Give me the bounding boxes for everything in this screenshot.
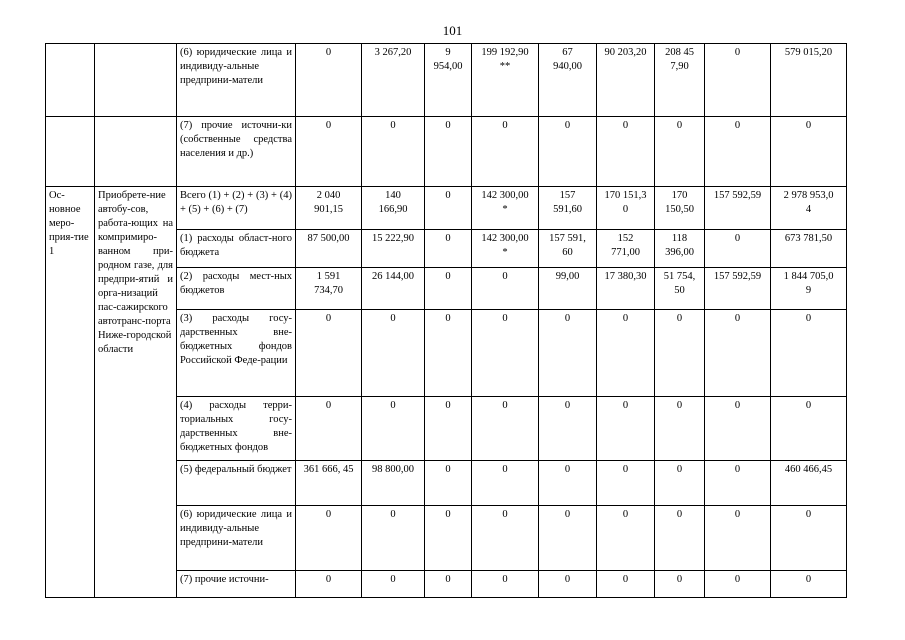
value-cell: 0	[539, 310, 597, 397]
value-cell: 0	[362, 117, 425, 187]
value-cell: 673 781,50	[771, 230, 847, 268]
value-cell: 0	[539, 571, 597, 598]
value-cell: 0	[655, 310, 705, 397]
value-cell: 0	[296, 310, 362, 397]
value-cell: 0	[597, 461, 655, 506]
value-cell: 0	[472, 268, 539, 310]
description-cell	[95, 117, 177, 187]
value-cell: 2 978 953,0 4	[771, 187, 847, 230]
value-cell: 0	[771, 117, 847, 187]
value-cell: 0	[425, 187, 472, 230]
value-cell: 140 166,90	[362, 187, 425, 230]
value-cell: 0	[425, 310, 472, 397]
value-cell: 0	[425, 506, 472, 571]
value-cell: 0	[425, 117, 472, 187]
value-cell: 51 754, 50	[655, 268, 705, 310]
value-cell: 157 592,59	[705, 268, 771, 310]
value-cell: 0	[705, 506, 771, 571]
source-cell: (3) расходы госу-дарственных вне-бюджетных фондов Российской Феде-рации	[177, 310, 296, 397]
value-cell: 0	[655, 571, 705, 598]
value-cell: 0	[296, 397, 362, 461]
value-cell: 0	[655, 461, 705, 506]
value-cell: 0	[296, 571, 362, 598]
value-cell: 0	[705, 230, 771, 268]
value-cell: 2 040 901,15	[296, 187, 362, 230]
description-cell	[95, 44, 177, 117]
budget-table	[45, 43, 847, 598]
source-cell: (2) расходы мест-ных бюджетов	[177, 268, 296, 310]
table-row	[46, 187, 847, 230]
value-cell: 17 380,30	[597, 268, 655, 310]
value-cell: 0	[705, 310, 771, 397]
value-cell: 118 396,00	[655, 230, 705, 268]
value-cell: 67 940,00	[539, 44, 597, 117]
value-cell: 0	[539, 397, 597, 461]
value-cell: 0	[705, 397, 771, 461]
value-cell: 0	[425, 268, 472, 310]
source-cell: Всего (1) + (2) + (3) + (4) + (5) + (6) + (7)	[177, 187, 296, 230]
value-cell: 0	[597, 397, 655, 461]
value-cell: 0	[425, 397, 472, 461]
value-cell: 0	[597, 117, 655, 187]
event-cell: Ос-новное меро-прия-тие 1	[46, 187, 95, 598]
value-cell: 0	[472, 117, 539, 187]
value-cell: 0	[539, 461, 597, 506]
value-cell: 0	[597, 571, 655, 598]
table-row	[46, 44, 847, 117]
value-cell: 0	[425, 571, 472, 598]
value-cell: 0	[771, 310, 847, 397]
value-cell: 0	[705, 571, 771, 598]
value-cell: 579 015,20	[771, 44, 847, 117]
value-cell: 1 844 705,0 9	[771, 268, 847, 310]
value-cell: 199 192,90 **	[472, 44, 539, 117]
value-cell: 0	[705, 44, 771, 117]
value-cell: 157 591,60	[539, 187, 597, 230]
source-cell: (7) прочие источни-	[177, 571, 296, 598]
value-cell: 157 592,59	[705, 187, 771, 230]
value-cell: 26 144,00	[362, 268, 425, 310]
value-cell: 0	[705, 117, 771, 187]
value-cell: 0	[296, 44, 362, 117]
value-cell: 208 45 7,90	[655, 44, 705, 117]
value-cell: 0	[362, 571, 425, 598]
source-cell: (6) юридические лица и индивиду-альные предприни-матели	[177, 506, 296, 571]
value-cell: 0	[597, 506, 655, 571]
source-cell: (4) расходы терри-ториальных госу-дарственных вне-бюджетных фондов	[177, 397, 296, 461]
value-cell: 0	[771, 397, 847, 461]
value-cell: 170 151,3 0	[597, 187, 655, 230]
page-number: 101	[442, 23, 463, 38]
value-cell: 0	[362, 397, 425, 461]
value-cell: 0	[655, 117, 705, 187]
value-cell: 0	[705, 461, 771, 506]
event-cell	[46, 117, 95, 187]
source-cell: (6) юридические лица и индивиду-альные предприни-матели	[177, 44, 296, 117]
value-cell: 460 466,45	[771, 461, 847, 506]
source-cell: (1) расходы област-ного бюджета	[177, 230, 296, 268]
value-cell: 0	[655, 397, 705, 461]
value-cell: 0	[539, 117, 597, 187]
value-cell: 0	[362, 310, 425, 397]
value-cell: 152 771,00	[597, 230, 655, 268]
value-cell: 0	[472, 571, 539, 598]
value-cell: 3 267,20	[362, 44, 425, 117]
table-row	[46, 117, 847, 187]
value-cell: 142 300,00 *	[472, 187, 539, 230]
source-cell: (5) федеральный бюджет	[177, 461, 296, 506]
value-cell: 361 666, 45	[296, 461, 362, 506]
value-cell: 0	[296, 117, 362, 187]
value-cell: 0	[296, 506, 362, 571]
value-cell: 0	[362, 506, 425, 571]
value-cell: 15 222,90	[362, 230, 425, 268]
value-cell: 90 203,20	[597, 44, 655, 117]
value-cell: 0	[771, 571, 847, 598]
value-cell: 0	[472, 397, 539, 461]
value-cell: 1 591 734,70	[296, 268, 362, 310]
description-cell: Приобрете-ние автобу-сов, работа-ющих на компримиро-ванном при-родном газе, для предпри-ятий и орга-низаций пас-сажирского автотранс-порта Ниже-городской области	[95, 187, 177, 598]
value-cell: 0	[425, 230, 472, 268]
event-cell	[46, 44, 95, 117]
value-cell: 157 591, 60	[539, 230, 597, 268]
value-cell: 170 150,50	[655, 187, 705, 230]
value-cell: 0	[539, 506, 597, 571]
value-cell: 0	[597, 310, 655, 397]
value-cell: 98 800,00	[362, 461, 425, 506]
value-cell: 142 300,00 *	[472, 230, 539, 268]
value-cell: 0	[425, 461, 472, 506]
value-cell: 9 954,00	[425, 44, 472, 117]
value-cell: 99,00	[539, 268, 597, 310]
value-cell: 0	[472, 506, 539, 571]
source-cell: (7) прочие источни-ки (собственные средства населения и др.)	[177, 117, 296, 187]
value-cell: 0	[771, 506, 847, 571]
value-cell: 0	[655, 506, 705, 571]
value-cell: 87 500,00	[296, 230, 362, 268]
value-cell: 0	[472, 461, 539, 506]
value-cell: 0	[472, 310, 539, 397]
